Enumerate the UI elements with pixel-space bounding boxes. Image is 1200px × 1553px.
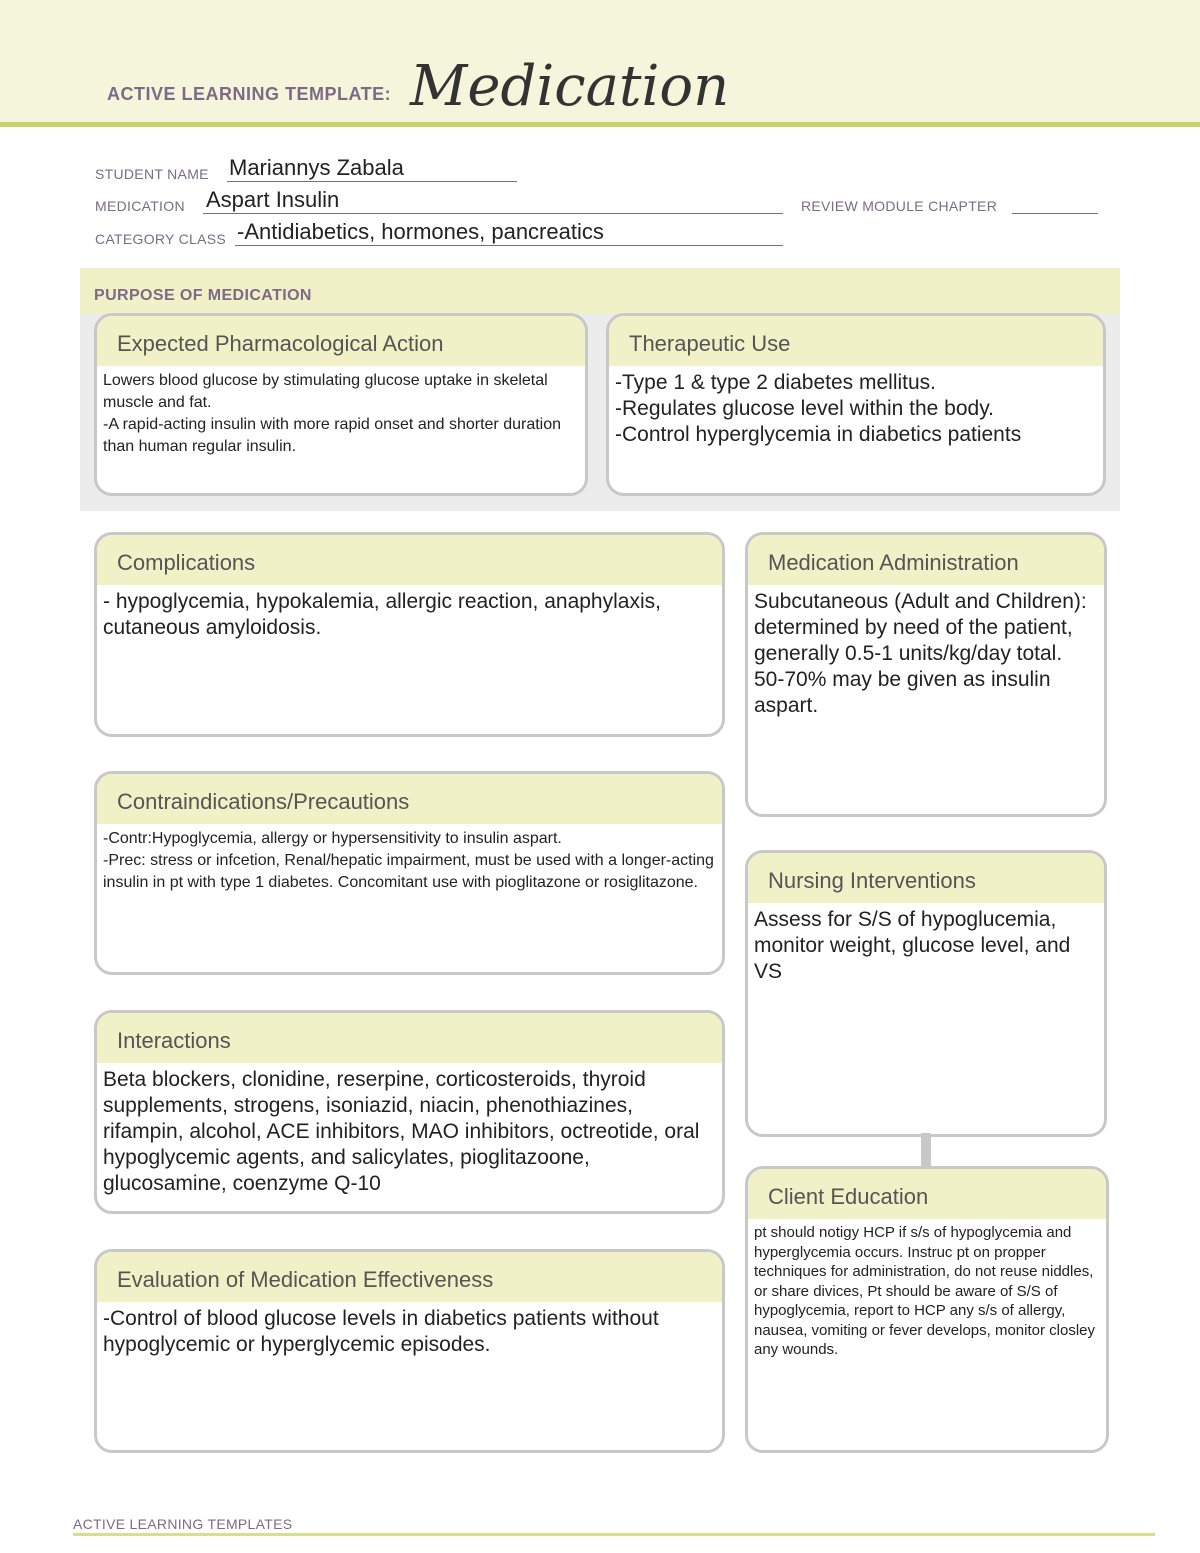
- section-connector: [921, 1133, 931, 1167]
- therapeutic-use-card: [606, 313, 1106, 496]
- contraindications-title: Contraindications/Precautions: [97, 774, 722, 824]
- nursing-interventions-card: [745, 850, 1107, 1137]
- med-admin-body[interactable]: Subcutaneous (Adult and Children): determined by need of the patient, generally 0.5-1 units/kg/day total. 50-70% may be given as insulin aspart.: [754, 590, 1087, 717]
- therapeutic-use-title: Therapeutic Use: [609, 316, 1103, 366]
- therapeutic-use-body[interactable]: -Type 1 & type 2 diabetes mellitus. -Regulates glucose level within the body. -Control hyperglycemia in diabetics patients: [615, 371, 1022, 446]
- complications-title: Complications: [97, 535, 722, 585]
- template-prefix: ACTIVE LEARNING TEMPLATE:: [107, 84, 392, 104]
- category-class-field[interactable]: -Antidiabetics, hormones, pancreatics: [237, 219, 604, 244]
- evaluation-card: [94, 1249, 725, 1453]
- interactions-card: [94, 1010, 725, 1214]
- category-class-line: [235, 245, 783, 246]
- interactions-title: Interactions: [97, 1013, 722, 1063]
- page-title: Medication: [410, 54, 730, 119]
- nursing-interventions-body[interactable]: Assess for S/S of hypoglucemia, monitor weight, glucose level, and VS: [754, 908, 1071, 983]
- evaluation-body[interactable]: -Control of blood glucose levels in diabetics patients without hypoglycemic or hyperglycemic episodes.: [103, 1307, 659, 1356]
- complications-card: [94, 532, 725, 737]
- review-module-line: [1012, 213, 1098, 214]
- medication-field[interactable]: Aspart Insulin: [206, 187, 340, 212]
- client-education-body[interactable]: pt should notigy HCP if s/s of hypoglycemia and hyperglycemia occurs. Instruc pt on propper techniques for administration, do not reuse niddles, or share divices, Pt should be aware of S/S of hypoglycemia, report to HCP any s/s of allergy, nausea, vomiting or fever develops, monitor closley any wounds.: [754, 1224, 1096, 1358]
- header-rule: [0, 122, 1200, 127]
- interactions-body[interactable]: Beta blockers, clonidine, reserpine, corticosteroids, thyroid supplements, strogens, isoniazid, niacin, phenothiazines, rifampin, alcohol, ACE inhibitors, MAO inhibitors, octreotide, oral hypoglycemic agents, and salicylates, pioglitazoone, glucosamine, coenzyme Q-10: [103, 1068, 700, 1195]
- footer-text: ACTIVE LEARNING TEMPLATES: [73, 1516, 293, 1532]
- footer-rule: [73, 1533, 1155, 1536]
- student-name-field[interactable]: Mariannys Zabala: [229, 155, 404, 180]
- student-name-line: [227, 181, 517, 182]
- nursing-interventions-title: Nursing Interventions: [748, 853, 1104, 903]
- purpose-label: PURPOSE OF MEDICATION: [94, 287, 312, 304]
- category-class-label: CATEGORY CLASS: [95, 231, 227, 247]
- med-admin-title: Medication Administration: [748, 535, 1104, 585]
- expected-action-body[interactable]: Lowers blood glucose by stimulating glucose uptake in skeletal muscle and fat. -A rapid-acting insulin with more rapid onset and shorter duration than human regular insulin.: [103, 372, 562, 455]
- expected-action-card: [94, 313, 588, 496]
- client-education-title: Client Education: [748, 1169, 1106, 1219]
- complications-body[interactable]: - hypoglycemia, hypokalemia, allergic reaction, anaphylaxis, cutaneous amyloidosis.: [103, 590, 661, 639]
- contraindications-card: [94, 771, 725, 975]
- contraindications-body[interactable]: -Contr:Hypoglycemia, allergy or hypersensitivity to insulin aspart. -Prec: stress or infcetion, Renal/hepatic impairment, must be used with a longer-acting insulin in pt with type 1 diabetes. Concomitant use with pioglitazone or rosiglitazone.: [103, 830, 714, 891]
- med-admin-card: [745, 532, 1107, 817]
- evaluation-title: Evaluation of Medication Effectiveness: [97, 1252, 722, 1302]
- review-module-label: REVIEW MODULE CHAPTER: [801, 198, 998, 214]
- medication-line: [203, 213, 783, 214]
- client-education-card: [745, 1166, 1109, 1453]
- expected-action-title: Expected Pharmacological Action: [97, 316, 585, 366]
- medication-label: MEDICATION: [95, 198, 185, 214]
- student-name-label: STUDENT NAME: [95, 166, 209, 182]
